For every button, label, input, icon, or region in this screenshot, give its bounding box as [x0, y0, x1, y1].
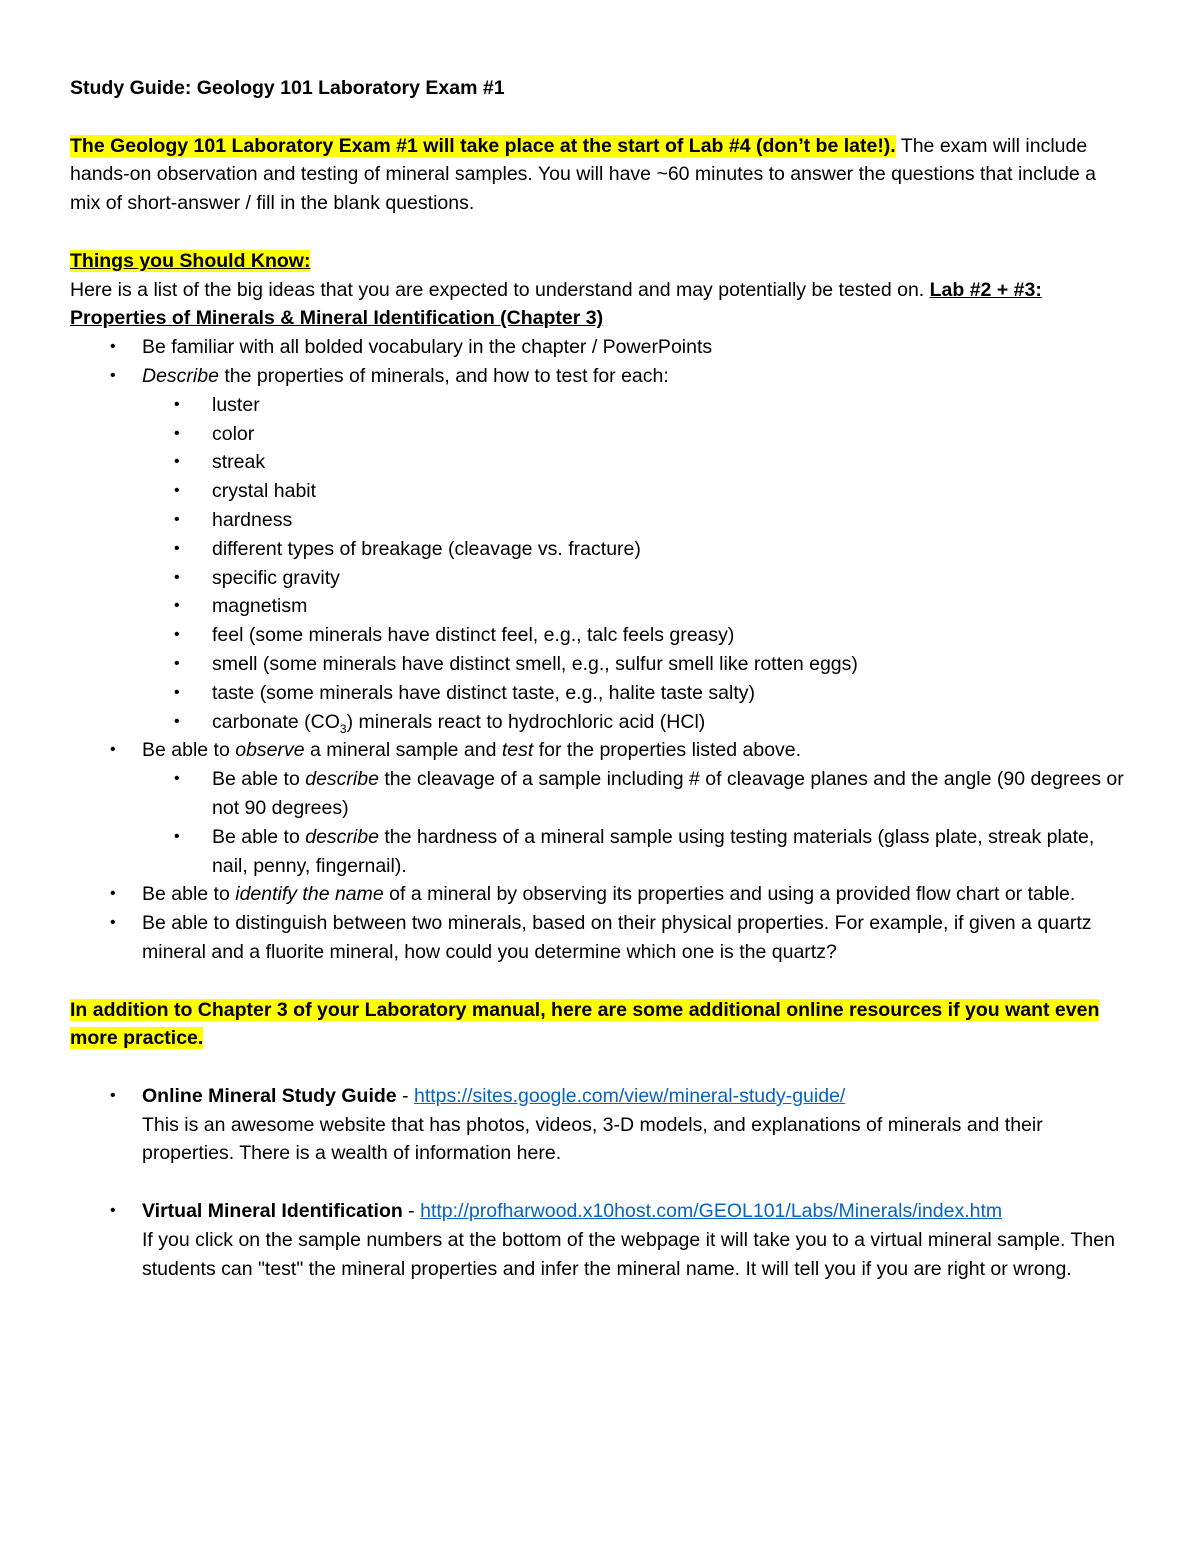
- list-item: • specific gravity: [70, 564, 1130, 593]
- bullet-icon: •: [110, 885, 116, 903]
- intro-paragraph: [70, 132, 1130, 218]
- resource-item: • Virtual Mineral Identification - http://profharwood.x10host.com/GEOL101/Labs/Minerals/index.htm If you click on the sample numbers at the bottom of the webpage it will take you to a virtual mineral sample. Then students can "test" the mineral properties and infer the mineral name. It will tell you if you are right or wrong.: [70, 1197, 1130, 1283]
- bullet-icon: •: [174, 539, 180, 557]
- list-item: • feel (some minerals have distinct feel, e.g., talc feels greasy): [70, 621, 1130, 650]
- list-item: • Be able to observe a mineral sample and test for the properties listed above. • Be able to describe the cleavage of a sample including # of cleavage planes and the angle (90 degrees or not 90 degrees) • Be able to describe the hardness of a mineral sample using testing materials (glass plate, streak plate, nail, penny, fingernail).: [70, 736, 1130, 880]
- bullet-icon: •: [174, 654, 180, 672]
- list-item: • Describe the properties of minerals, and how to test for each: • luster • color • streak • crystal habit • hardness • different types of breakage (cleavage vs. fracture) • specific gravity • magnetism • feel (some minerals have distinct feel, e.g., talc feels greasy) • smell (some minerals have distinct smell, e.g., sulfur smell like rotten eggs) • taste (some minerals have distinct taste, e.g., halite taste salty) • carbonate $(CO_3)$ minerals react to hydrochloric acid (HCl): [70, 362, 1130, 736]
- list-item: • taste (some minerals have distinct taste, e.g., halite taste salty): [70, 679, 1130, 708]
- bullet-icon: •: [110, 338, 116, 356]
- additional-resources-note: In addition to Chapter 3 of your Laboratory manual, here are some additional online resources if you want even more practice.: [70, 998, 1100, 1050]
- page-title: Study Guide: Geology 101 Laboratory Exam #1: [70, 77, 505, 99]
- bullet-icon: •: [174, 453, 180, 471]
- bullet-icon: •: [174, 424, 180, 442]
- resources-list: [70, 1082, 1130, 1284]
- bullet-icon: •: [174, 683, 180, 701]
- resource-name: Online Mineral Study Guide: [142, 1084, 397, 1107]
- list-item: • luster: [70, 391, 1130, 420]
- bullet-icon: •: [174, 770, 180, 788]
- things-heading: Things you Should Know:: [70, 249, 311, 272]
- resource-description: This is an awesome website that has photos, videos, 3-D models, and explanations of minerals and their properties. There is a wealth of information here.: [142, 1113, 1043, 1165]
- observe-sublist: [70, 765, 1130, 880]
- bullet-icon: •: [174, 597, 180, 615]
- list-item: • different types of breakage (cleavage vs. fracture): [70, 535, 1130, 564]
- list-item: • Be able to distinguish between two minerals, based on their physical properties. For example, if given a quartz mineral and a fluorite mineral, how could you determine which one is the quartz?: [70, 909, 1130, 967]
- resource-link[interactable]: http://profharwood.x10host.com/GEOL101/Labs/Minerals/index.htm: [420, 1200, 1003, 1223]
- bullet-icon: •: [110, 366, 116, 384]
- list-item: • smell (some minerals have distinct smell, e.g., sulfur smell like rotten eggs): [70, 650, 1130, 679]
- lab-reference: Lab #2 + #3: Properties of Minerals & Mineral Identification (Chapter 3): [70, 278, 1042, 330]
- properties-list: [70, 391, 1130, 737]
- bullet-icon: •: [174, 827, 180, 845]
- list-item: • hardness: [70, 506, 1130, 535]
- bullet-icon: •: [110, 1202, 116, 1220]
- bullet-icon: •: [110, 741, 116, 759]
- intro-text: The exam will include hands-on observation and testing of mineral samples. You will have ~60 minutes to answer the questions that include a mix of short-answer / fill in the blank questions.: [70, 134, 1097, 215]
- bullet-icon: •: [174, 482, 180, 500]
- resource-item: • Online Mineral Study Guide - https://sites.google.com/view/mineral-study-guide/ This is an awesome website that has photos, videos, 3-D models, and explanations of minerals and their properties. There is a wealth of information here.: [70, 1082, 1130, 1168]
- list-item: • crystal habit: [70, 477, 1130, 506]
- bullet-icon: •: [174, 568, 180, 586]
- list-item: • streak: [70, 448, 1130, 477]
- resource-name: Virtual Mineral Identification: [142, 1200, 403, 1223]
- list-item: • Be able to identify the name of a mineral by observing its properties and using a provided flow chart or table.: [70, 880, 1130, 909]
- list-item: • color: [70, 420, 1130, 449]
- bullet-icon: •: [174, 395, 180, 413]
- things-lead: Here is a list of the big ideas that you are expected to understand and may potentially be tested on. Lab #2 + #3: Properties of Minerals & Mineral Identification (Chapter 3): [70, 278, 1042, 330]
- intro-highlight: The Geology 101 Laboratory Exam #1 will take place at the start of Lab #4 (don’t be late!).: [70, 134, 896, 157]
- bullet-icon: •: [174, 626, 180, 644]
- resource-description: If you click on the sample numbers at the bottom of the webpage it will take you to a virtual mineral sample. Then students can "test" the mineral properties and infer the mineral name. It will tell you if you are right or wrong.: [142, 1228, 1115, 1280]
- list-item: • magnetism: [70, 592, 1130, 621]
- list-item: • Be able to describe the hardness of a mineral sample using testing materials (glass plate, streak plate, nail, penny, fingernail).: [70, 823, 1130, 881]
- list-item: • carbonate $(CO_3)$ minerals react to hydrochloric acid (HCl): [70, 708, 1130, 737]
- list-item: • Be able to describe the cleavage of a sample including # of cleavage planes and the angle (90 degrees or not 90 degrees): [70, 765, 1130, 823]
- bullet-icon: •: [174, 510, 180, 528]
- big-ideas-list: [70, 333, 1130, 967]
- resource-link[interactable]: https://sites.google.com/view/mineral-study-guide/: [413, 1084, 846, 1107]
- bullet-icon: •: [110, 914, 116, 932]
- bullet-icon: •: [110, 1086, 116, 1104]
- list-item: • Be familiar with all bolded vocabulary in the chapter / PowerPoints: [70, 333, 1130, 362]
- bullet-icon: •: [174, 712, 180, 730]
